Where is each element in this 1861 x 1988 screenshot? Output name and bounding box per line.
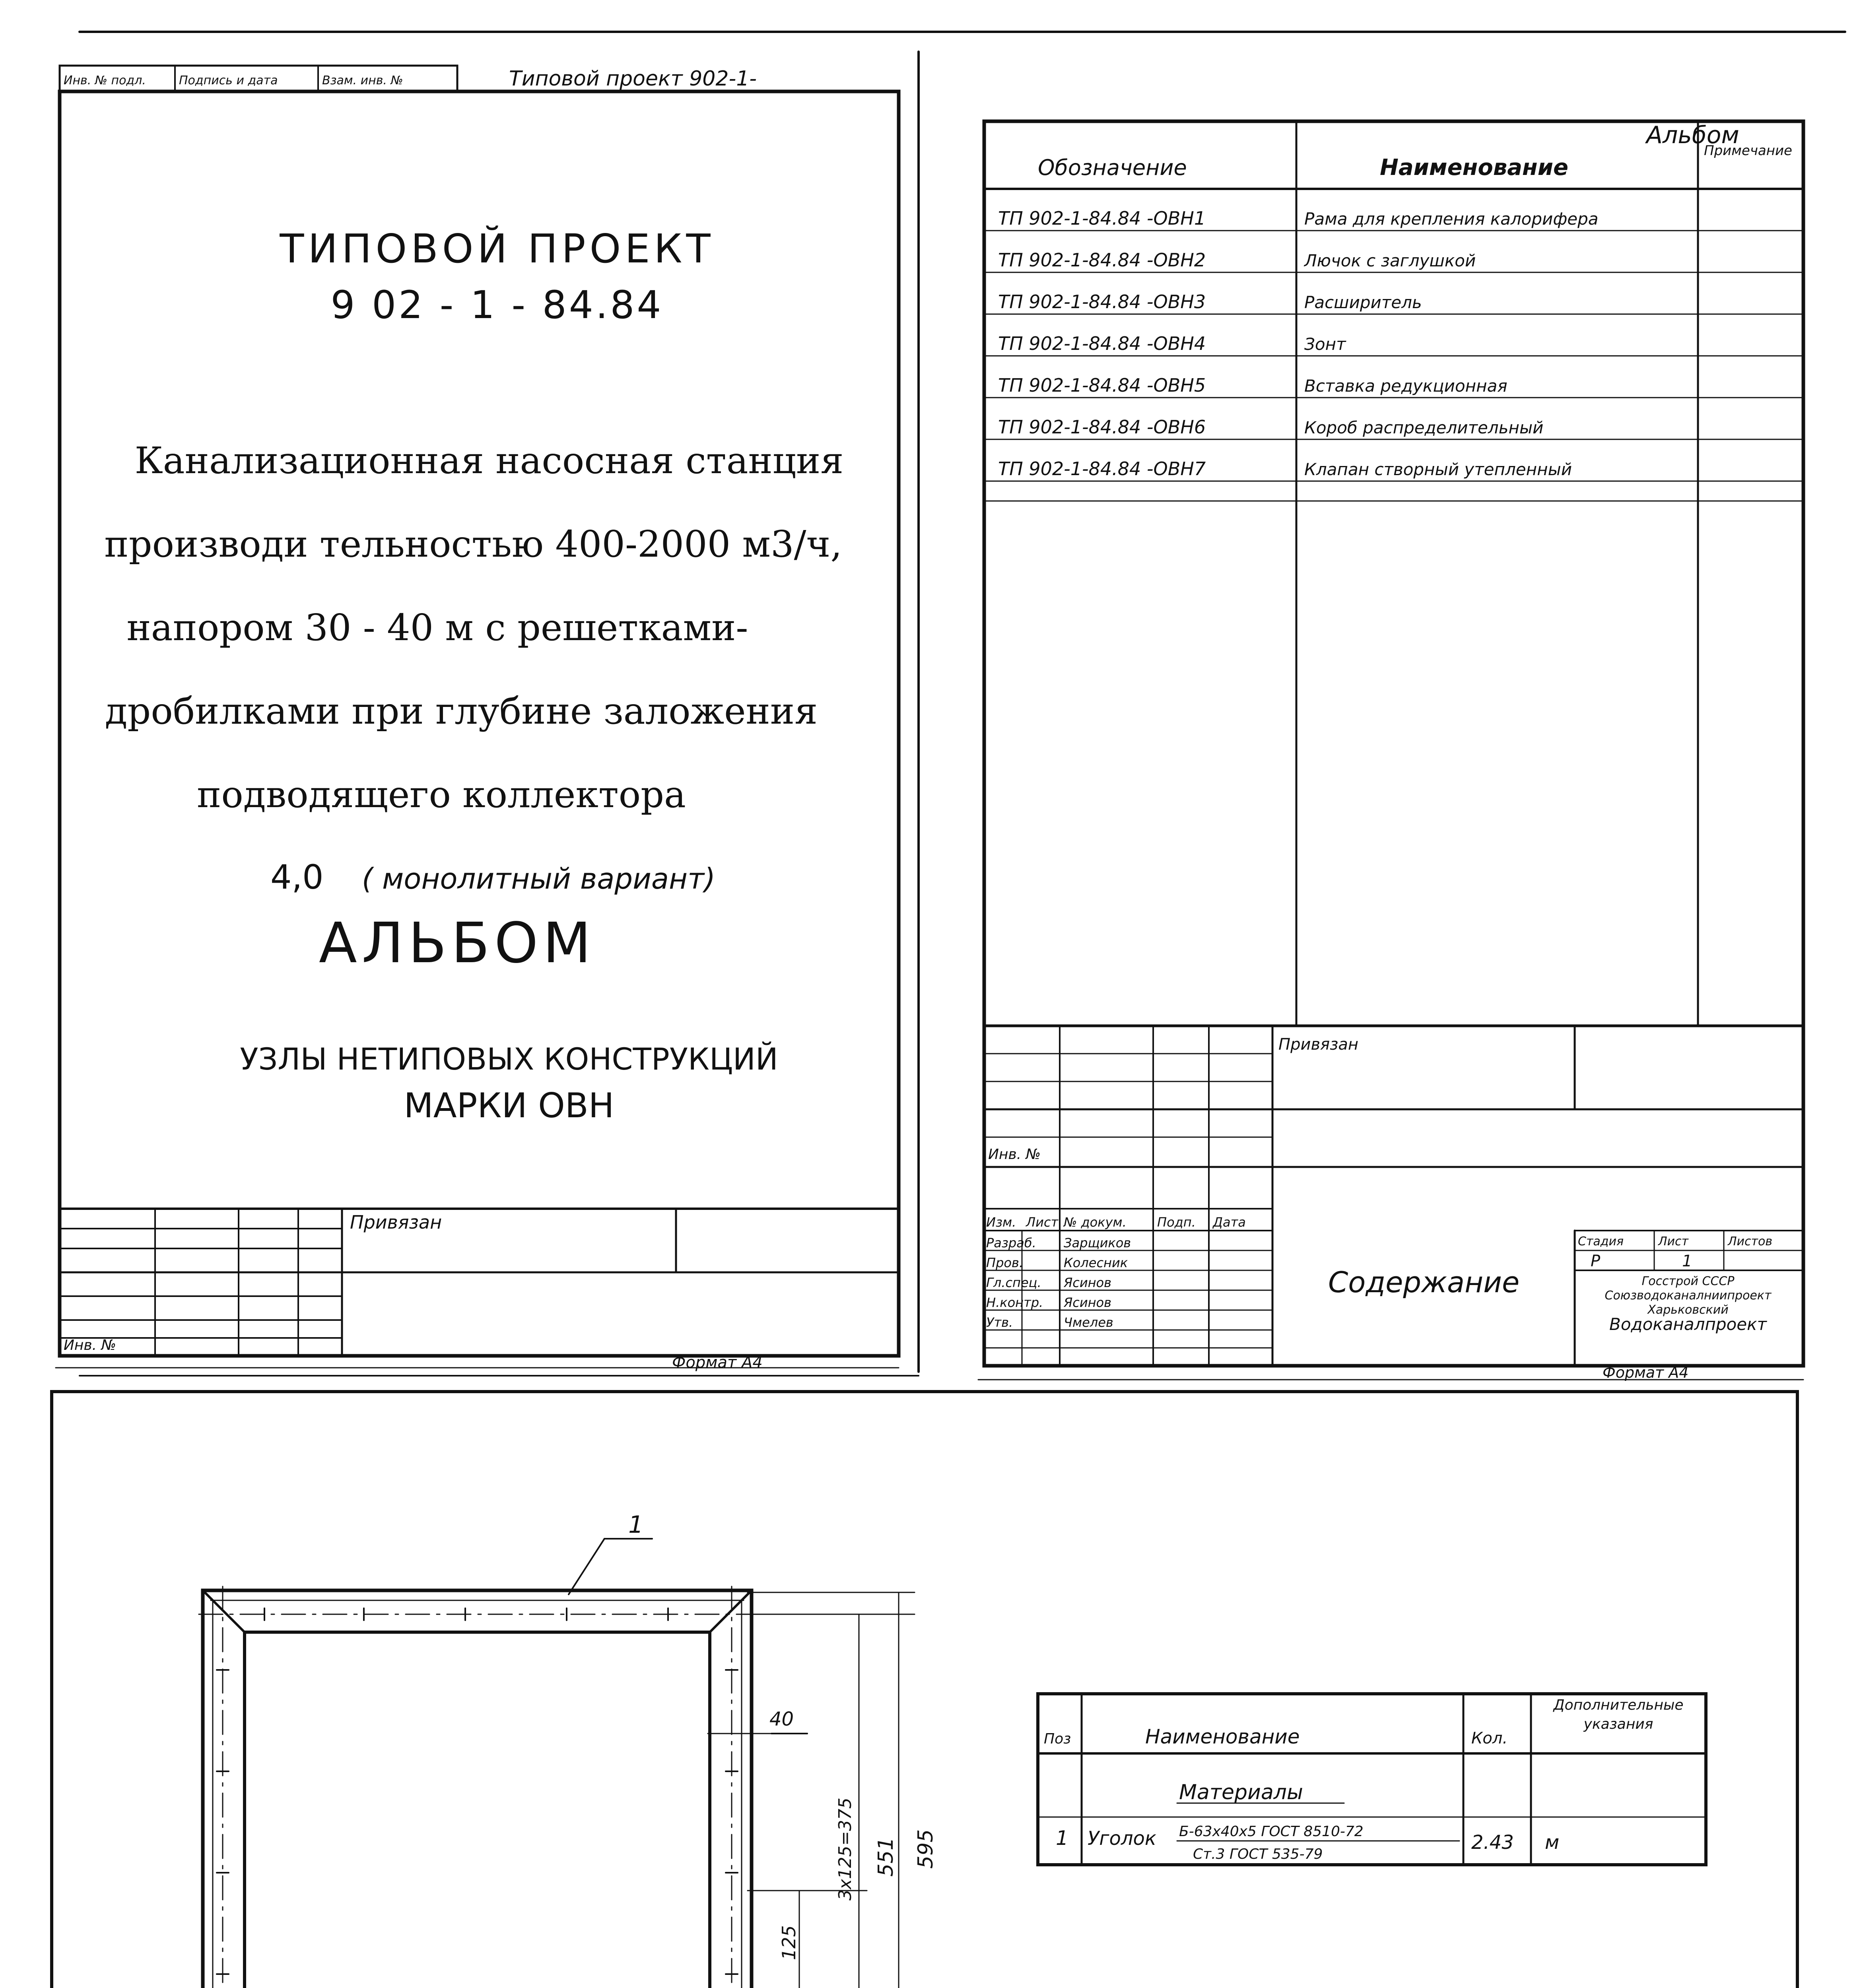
stamp-person-3: Ясинов	[1064, 1275, 1111, 1290]
description-line-3: напором 30 - 40 м с решетками-	[126, 606, 748, 649]
stage-h-2: Лист	[1658, 1235, 1689, 1248]
row-6-code: ТП 902-1-84.84 -ОВН6	[998, 416, 1206, 438]
album-subtitle-1: УЗЛЫ НЕТИПОВЫХ КОНСТРУКЦИЙ	[240, 1041, 778, 1077]
dim-595: 595	[914, 1829, 938, 1869]
stamp-person-2: Колесник	[1064, 1255, 1128, 1270]
album-label: Альбом	[1646, 121, 1739, 149]
description-line-1: Канализационная насосная станция	[134, 439, 844, 482]
description-line-5: подводящего коллектора	[197, 773, 686, 816]
contents-sheet-no: 1	[1682, 1252, 1692, 1270]
spec-unit: м	[1545, 1831, 1560, 1854]
row-5-code: ТП 902-1-84.84 -ОВН5	[998, 375, 1206, 396]
dim-40: 40	[769, 1708, 794, 1730]
row-4-name: Зонт	[1304, 334, 1346, 354]
col-name: Наименование	[1380, 155, 1568, 181]
stamp-role-1: Разраб.	[986, 1235, 1036, 1250]
spec-h-notes: Дополнительные указания	[1553, 1697, 1684, 1732]
row-7-code: ТП 902-1-84.84 -ОВН7	[998, 458, 1206, 480]
col-designation: Обозначение	[1038, 155, 1187, 180]
contents-stage: Р	[1591, 1252, 1601, 1270]
dim-551: 551	[874, 1837, 898, 1877]
stamp-role-2: Пров.	[986, 1255, 1023, 1270]
row-4-code: ТП 902-1-84.84 -ОВН4	[998, 333, 1206, 354]
stamp-person-4: Ясинов	[1064, 1295, 1111, 1310]
contents-org-2: Союзводоканалниипроект	[1605, 1289, 1772, 1303]
depth-value: 4,0	[270, 858, 324, 897]
stamp-role-5: Утв.	[986, 1315, 1013, 1330]
contents-format: Формат А4	[1603, 1364, 1689, 1381]
spec-qty: 2.43	[1471, 1831, 1514, 1854]
row-2-name: Лючок с заглушкой	[1304, 251, 1476, 270]
row-5-name: Вставка редукционная	[1304, 376, 1507, 396]
description-line-4: дробилками при глубине заложения	[105, 690, 818, 732]
album-format: Формат А4	[672, 1353, 763, 1372]
contents-bound-label: Привязан	[1278, 1035, 1359, 1054]
leader-pos-1: 1	[628, 1511, 644, 1539]
stamp-inv-label: Инв. № подл.	[64, 74, 146, 87]
stamp-replace-label: Взам. инв. №	[322, 74, 403, 87]
stamp-sign-label: Подпись и дата	[179, 74, 278, 87]
project-title: ТИПОВОЙ ПРОЕКТ	[280, 225, 715, 272]
spec-steel: Ст.3 ГОСТ 535-79	[1193, 1846, 1323, 1862]
stamp-h-date: Дата	[1213, 1215, 1246, 1230]
album-heading: АЛЬБОМ	[319, 911, 596, 976]
row-2-code: ТП 902-1-84.84 -ОВН2	[998, 249, 1206, 271]
dim-125-vertical: 125	[778, 1925, 800, 1960]
stamp-h-sign: Подп.	[1157, 1215, 1196, 1230]
row-3-code: ТП 902-1-84.84 -ОВН3	[998, 291, 1206, 313]
contents-doc-title: Содержание	[1328, 1266, 1520, 1299]
stamp-h-list: Лист	[1026, 1215, 1059, 1230]
contents-org-4: Водоканалпроект	[1609, 1314, 1767, 1334]
project-ref: Типовой проект 902-1-	[509, 67, 757, 91]
row-1-name: Рама для крепления калорифера	[1304, 209, 1599, 229]
stamp-h-doc: № докум.	[1064, 1215, 1127, 1230]
stamp-role-3: Гл.спец.	[986, 1275, 1041, 1290]
album-bound-label: Привязан	[350, 1211, 442, 1233]
contents-inv-label: Инв. №	[988, 1146, 1041, 1163]
description-line-2: производи тельностью 400-2000 м3/ч,	[104, 523, 842, 565]
stamp-role-4: Н.контр.	[986, 1295, 1043, 1310]
contents-org-3: Харьковский	[1647, 1303, 1729, 1317]
spec-pos: 1	[1056, 1827, 1068, 1850]
row-1-code: ТП 902-1-84.84 -ОВН1	[998, 208, 1206, 229]
project-code: 9 02 - 1 - 84.84	[330, 283, 664, 327]
spec-item: Уголок	[1088, 1827, 1156, 1850]
spec-h-qty: Кол.	[1471, 1729, 1508, 1747]
row-3-name: Расширитель	[1304, 293, 1422, 312]
row-6-name: Короб распределительный	[1304, 418, 1544, 437]
col-note: Примечание	[1704, 143, 1792, 159]
album-inv-label: Инв. №	[64, 1337, 117, 1353]
stage-h-3: Листов	[1728, 1235, 1773, 1248]
spec-section: Материалы	[1179, 1780, 1303, 1804]
row-7-name: Клапан створный утепленный	[1304, 460, 1572, 479]
spec-h-name: Наименование	[1145, 1725, 1300, 1748]
variant-note: ( монолитный вариант)	[362, 862, 716, 895]
stage-h-1: Стадия	[1578, 1235, 1624, 1248]
contents-org-1: Госстрой СССР	[1641, 1274, 1735, 1288]
spec-profile: Б-63x40x5 ГОСТ 8510-72	[1179, 1823, 1364, 1840]
stamp-person-1: Зарщиков	[1064, 1235, 1131, 1250]
album-subtitle-2: МАРКИ ОВН	[404, 1086, 614, 1126]
stamp-person-5: Чмелев	[1064, 1315, 1113, 1330]
spec-h-pos: Поз	[1044, 1731, 1071, 1747]
dim-3x125: 3x125=375	[835, 1798, 855, 1901]
stamp-h-izm: Изм.	[986, 1215, 1016, 1230]
